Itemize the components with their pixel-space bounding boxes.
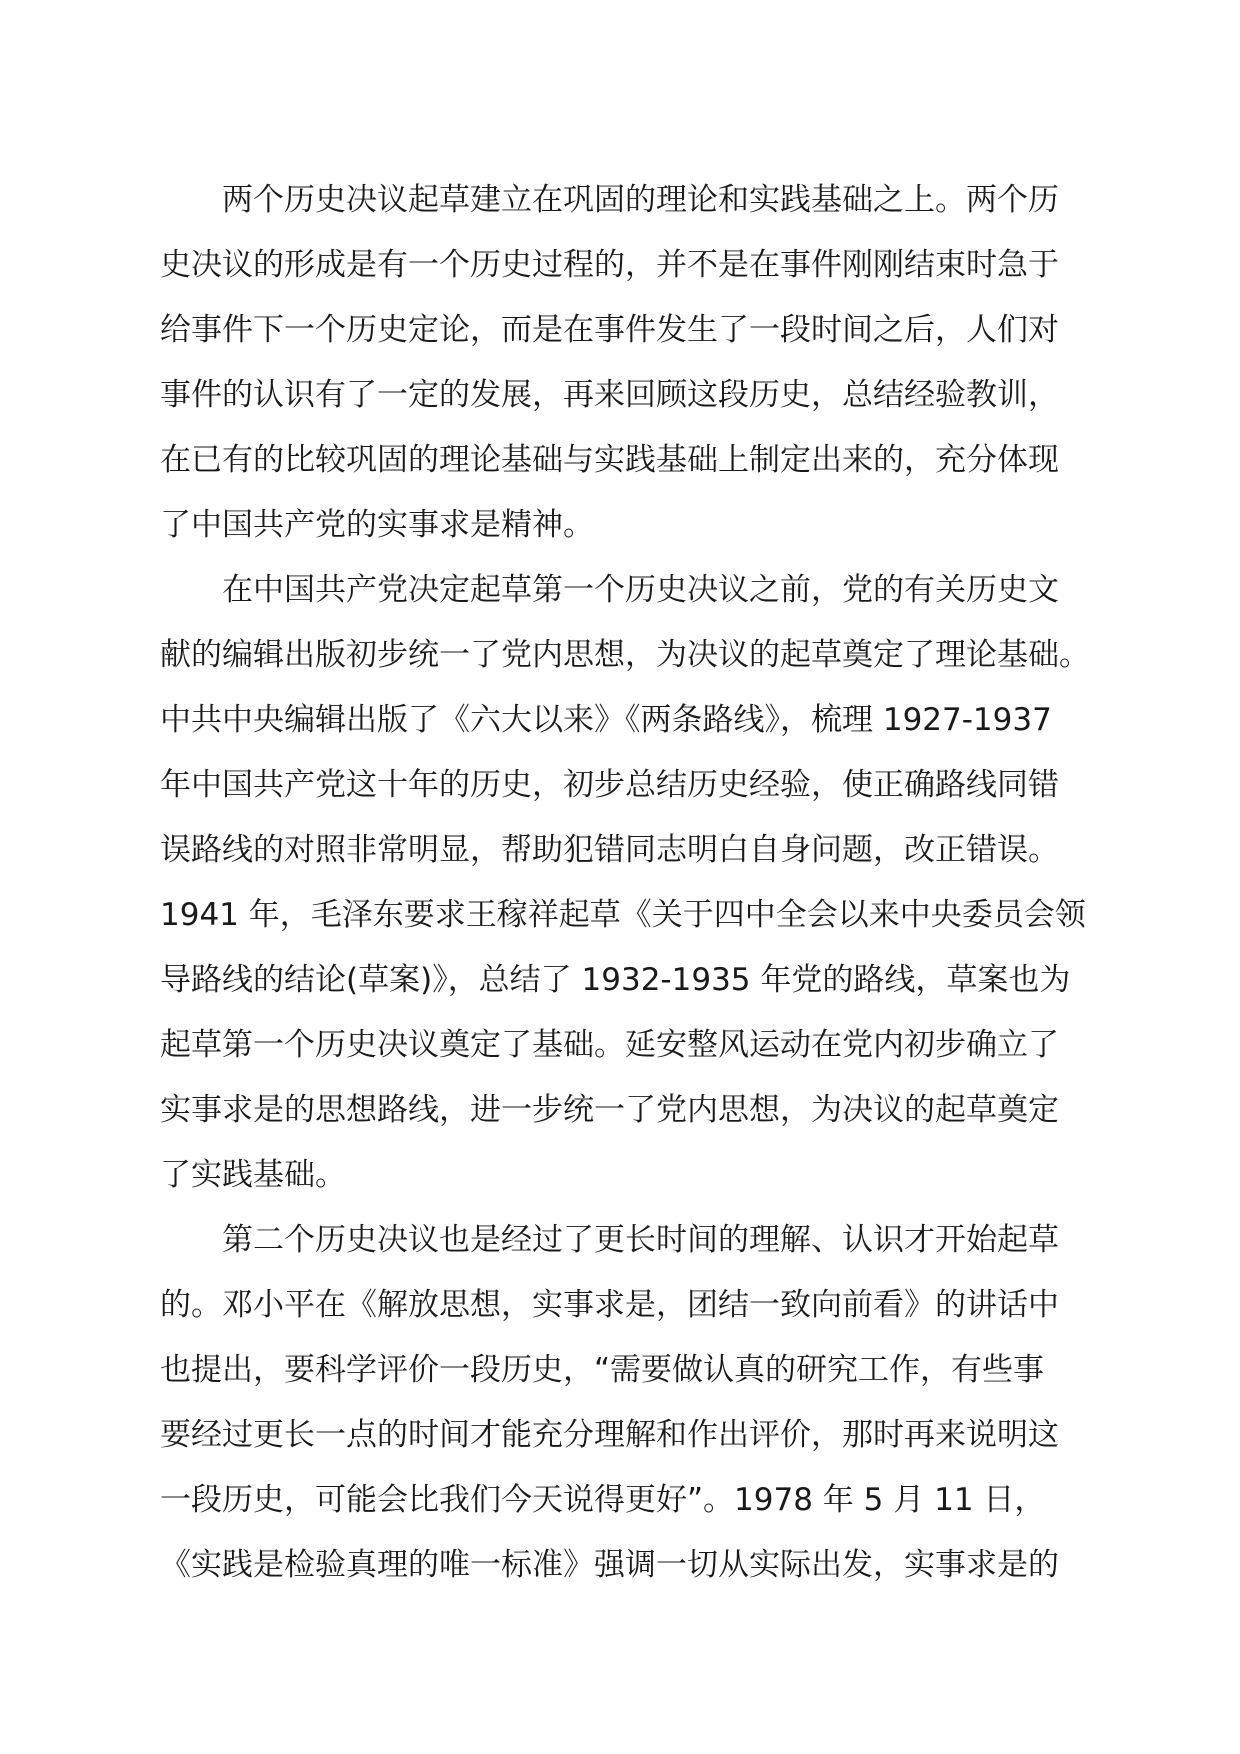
text-line: 年中国共产党这十年的历史，初步总结历史经验，使正确路线同错 bbox=[160, 767, 1059, 803]
text-line: 了中国共产党的实事求是精神。 bbox=[160, 507, 594, 543]
paragraph-first-resolution bbox=[160, 558, 1100, 1208]
paragraph-second-resolution bbox=[160, 1208, 1100, 1598]
text-line: 的。邓小平在《解放思想，实事求是，团结一致向前看》的讲话中 bbox=[160, 1287, 1059, 1323]
text-line: 了实践基础。 bbox=[160, 1157, 346, 1193]
text-line: 在已有的比较巩固的理论基础与实践基础上制定出来的，充分体现 bbox=[160, 442, 1059, 478]
text-line: 史决议的形成是有一个历史过程的，并不是在事件刚刚结束时急于 bbox=[160, 247, 1059, 283]
text-line: 实事求是的思想路线，进一步统一了党内思想，为决议的起草奠定 bbox=[160, 1092, 1059, 1128]
text-line: 第二个历史决议也是经过了更长时间的理解、认识才开始起草 bbox=[222, 1222, 1059, 1258]
text-line: 误路线的对照非常明显，帮助犯错同志明白自身问题，改正错误。 bbox=[160, 832, 1059, 868]
paragraph-two-resolutions-foundation bbox=[160, 168, 1100, 558]
body-text bbox=[160, 168, 1100, 1598]
text-line: 一段历史，可能会比我们今天说得更好”。1978 年 5 月 11 日， bbox=[160, 1482, 1046, 1518]
text-line: 《实践是检验真理的唯一标准》强调一切从实际出发，实事求是的 bbox=[160, 1547, 1059, 1583]
text-line: 事件的认识有了一定的发展，再来回顾这段历史，总结经验教训， bbox=[160, 377, 1059, 413]
text-line: 献的编辑出版初步统一了党内思想，为决议的起草奠定了理论基础。 bbox=[160, 637, 1090, 673]
text-line: 在中国共产党决定起草第一个历史决议之前，党的有关历史文 bbox=[222, 572, 1059, 608]
text-line: 起草第一个历史决议奠定了基础。延安整风运动在党内初步确立了 bbox=[160, 1027, 1059, 1063]
text-line: 1941 年，毛泽东要求王稼祥起草《关于四中全会以来中央委员会领 bbox=[160, 897, 1086, 933]
text-line: 也提出，要科学评价一段历史，“需要做认真的研究工作，有些事 bbox=[160, 1352, 1045, 1388]
text-line: 给事件下一个历史定论，而是在事件发生了一段时间之后，人们对 bbox=[160, 312, 1059, 348]
text-line: 中共中央编辑出版了《六大以来》《两条路线》，梳理 1927-1937 bbox=[160, 702, 1052, 738]
text-line: 导路线的结论(草案)》，总结了 1932-1935 年党的路线，草案也为 bbox=[160, 962, 1071, 998]
text-line: 两个历史决议起草建立在巩固的理论和实践基础之上。两个历 bbox=[222, 182, 1059, 218]
text-line: 要经过更长一点的时间才能充分理解和作出评价，那时再来说明这 bbox=[160, 1417, 1059, 1453]
